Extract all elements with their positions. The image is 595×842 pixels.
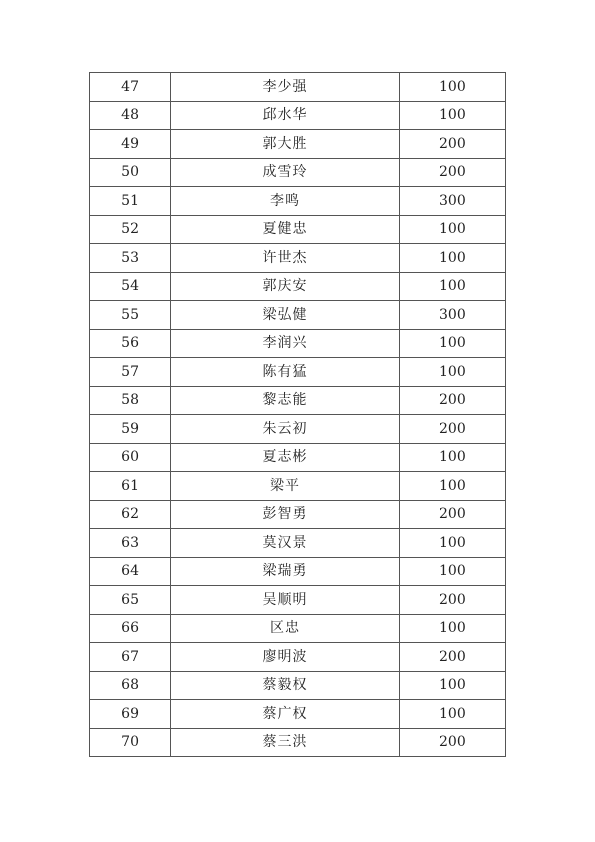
row-name: 夏志彬	[171, 443, 400, 472]
row-amount: 200	[399, 386, 505, 415]
row-amount: 100	[399, 700, 505, 729]
row-name: 区忠	[171, 614, 400, 643]
row-number: 62	[90, 500, 171, 529]
row-name: 彭智勇	[171, 500, 400, 529]
row-name: 梁瑞勇	[171, 557, 400, 586]
table-row	[90, 386, 506, 415]
row-number: 61	[90, 472, 171, 501]
row-number: 52	[90, 215, 171, 244]
row-number: 55	[90, 301, 171, 330]
table-row	[90, 244, 506, 273]
row-amount: 100	[399, 557, 505, 586]
row-amount: 100	[399, 358, 505, 387]
table-row	[90, 73, 506, 102]
row-number: 51	[90, 187, 171, 216]
row-name: 黎志能	[171, 386, 400, 415]
table-row	[90, 671, 506, 700]
row-amount: 100	[399, 244, 505, 273]
table-row	[90, 130, 506, 159]
table-row	[90, 329, 506, 358]
table-row	[90, 500, 506, 529]
donation-table	[89, 72, 506, 757]
table-row	[90, 158, 506, 187]
row-number: 70	[90, 728, 171, 757]
table-row	[90, 415, 506, 444]
row-amount: 300	[399, 187, 505, 216]
row-amount: 100	[399, 329, 505, 358]
row-amount: 200	[399, 728, 505, 757]
row-number: 58	[90, 386, 171, 415]
row-name: 蔡毅权	[171, 671, 400, 700]
row-name: 蔡广权	[171, 700, 400, 729]
row-number: 68	[90, 671, 171, 700]
row-number: 64	[90, 557, 171, 586]
row-amount: 100	[399, 101, 505, 130]
row-name: 廖明波	[171, 643, 400, 672]
table-row	[90, 614, 506, 643]
row-number: 65	[90, 586, 171, 615]
table-row	[90, 643, 506, 672]
row-amount: 200	[399, 500, 505, 529]
table-row	[90, 215, 506, 244]
table-row	[90, 187, 506, 216]
row-amount: 100	[399, 529, 505, 558]
row-amount: 200	[399, 643, 505, 672]
row-name: 李少强	[171, 73, 400, 102]
row-name: 蔡三洪	[171, 728, 400, 757]
table-row	[90, 272, 506, 301]
row-amount: 200	[399, 158, 505, 187]
row-amount: 100	[399, 443, 505, 472]
row-name: 梁弘健	[171, 301, 400, 330]
table-row	[90, 101, 506, 130]
row-name: 许世杰	[171, 244, 400, 273]
row-amount: 100	[399, 614, 505, 643]
row-name: 郭庆安	[171, 272, 400, 301]
table-row	[90, 529, 506, 558]
row-number: 53	[90, 244, 171, 273]
table-row	[90, 557, 506, 586]
row-number: 60	[90, 443, 171, 472]
table-row	[90, 700, 506, 729]
row-number: 47	[90, 73, 171, 102]
row-amount: 100	[399, 73, 505, 102]
row-name: 李鸣	[171, 187, 400, 216]
row-number: 67	[90, 643, 171, 672]
row-name: 邱水华	[171, 101, 400, 130]
row-name: 夏健忠	[171, 215, 400, 244]
row-amount: 100	[399, 472, 505, 501]
row-name: 郭大胜	[171, 130, 400, 159]
row-amount: 200	[399, 415, 505, 444]
row-number: 50	[90, 158, 171, 187]
row-name: 莫汉景	[171, 529, 400, 558]
row-name: 朱云初	[171, 415, 400, 444]
row-amount: 200	[399, 130, 505, 159]
row-number: 63	[90, 529, 171, 558]
row-number: 59	[90, 415, 171, 444]
row-amount: 100	[399, 272, 505, 301]
table-row	[90, 586, 506, 615]
table-row	[90, 472, 506, 501]
row-amount: 300	[399, 301, 505, 330]
row-name: 吴顺明	[171, 586, 400, 615]
row-number: 57	[90, 358, 171, 387]
row-amount: 200	[399, 586, 505, 615]
row-number: 66	[90, 614, 171, 643]
row-name: 梁平	[171, 472, 400, 501]
row-name: 陈有猛	[171, 358, 400, 387]
table-row	[90, 358, 506, 387]
table-row	[90, 443, 506, 472]
table-row	[90, 301, 506, 330]
row-amount: 100	[399, 671, 505, 700]
row-number: 49	[90, 130, 171, 159]
row-amount: 100	[399, 215, 505, 244]
table-row	[90, 728, 506, 757]
row-number: 54	[90, 272, 171, 301]
row-number: 69	[90, 700, 171, 729]
row-name: 成雪玲	[171, 158, 400, 187]
row-number: 48	[90, 101, 171, 130]
row-name: 李润兴	[171, 329, 400, 358]
row-number: 56	[90, 329, 171, 358]
table-body	[90, 73, 506, 757]
